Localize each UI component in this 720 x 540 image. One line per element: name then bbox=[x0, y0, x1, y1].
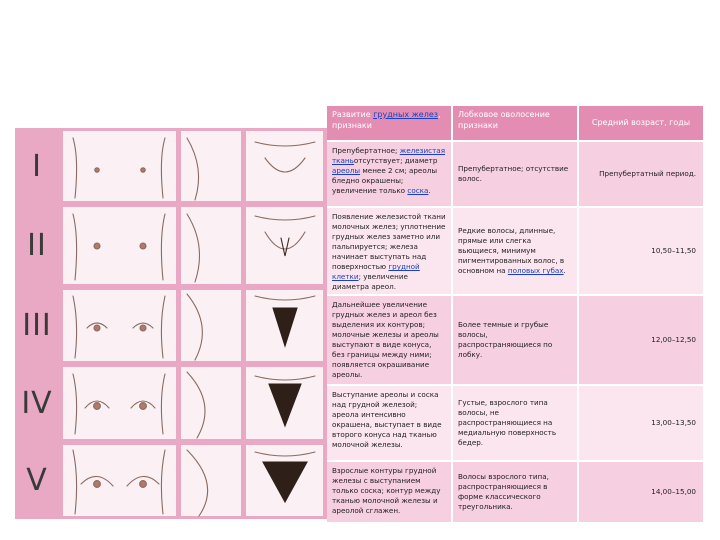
stage-numeral: I bbox=[32, 148, 42, 184]
text-run: Выступание ареолы и соска над грудной железой; ареола интенсивно окрашена, выступает в виде второго конуса над тканью молочной железы. bbox=[332, 390, 442, 449]
term-link[interactable]: половых губах bbox=[507, 266, 564, 275]
average-age-cell: 12,00–12,50 bbox=[579, 296, 703, 384]
header-text: Развитие bbox=[332, 110, 374, 119]
cell-text bbox=[332, 212, 446, 291]
table-row bbox=[327, 208, 703, 294]
average-age-cell: Препубертатный период. bbox=[579, 142, 703, 206]
breast-signs-cell bbox=[327, 208, 451, 294]
cell-text bbox=[458, 226, 572, 276]
cell-text bbox=[332, 146, 445, 195]
cell-text bbox=[458, 164, 572, 184]
cell-text bbox=[332, 300, 439, 379]
table-row bbox=[327, 462, 703, 522]
text-run: Густые, взрослого типа волосы, не распространяющиеся на медиальную поверхность бедер. bbox=[458, 398, 557, 447]
text-run: Взрослые контуры грудной железы с выступанием только соска; контур между тканью молочной железы и ареолой сглажен. bbox=[332, 466, 441, 515]
table-header-row bbox=[327, 106, 703, 140]
header-average-age: Средний возраст, годы bbox=[579, 106, 703, 140]
stage-numeral: IV bbox=[21, 385, 53, 421]
breast-glands-link[interactable]: грудных желез bbox=[373, 110, 439, 119]
text-run: Появление железистой ткани молочных желез; уплотнение грудных желез заметно или пальпируется; железа начинает выступать над поверхностью bbox=[332, 212, 446, 271]
text-run: Препубертатное; отсутствие волос. bbox=[458, 164, 569, 183]
cell-text bbox=[332, 390, 442, 449]
pubic-signs-cell bbox=[453, 296, 577, 384]
text-run: Редкие волосы, длинные, прямые или слегка вьющиеся, минимум пигментированных волос, в основном на bbox=[458, 226, 565, 275]
average-age-cell: 10,50–11,50 bbox=[579, 208, 703, 294]
table-row bbox=[327, 386, 703, 460]
table-row bbox=[327, 142, 703, 206]
header-pubic-hair: Лобковое оволосение признаки bbox=[453, 106, 577, 140]
breast-signs-cell bbox=[327, 142, 451, 206]
tanner-stage-illustrations bbox=[15, 128, 327, 519]
term-link[interactable]: грудной клетки bbox=[332, 262, 420, 281]
text-run: . bbox=[563, 266, 566, 275]
stage-numeral: III bbox=[22, 308, 52, 343]
cell-text bbox=[332, 466, 440, 515]
header-breast-development bbox=[327, 106, 451, 140]
text-run: отсутствует; диаметр bbox=[353, 156, 438, 165]
text-run: Волосы взрослого типа, распространяющиеся в форме классического треугольника. bbox=[458, 472, 549, 511]
text-run: . bbox=[428, 186, 431, 195]
text-run: Более темные и грубые волосы, распространяющиеся по лобку. bbox=[458, 320, 553, 359]
stage-numeral: V bbox=[26, 463, 48, 498]
stage-numeral: II bbox=[27, 228, 47, 263]
anatomy-sketches bbox=[15, 128, 327, 519]
table-row bbox=[327, 296, 703, 384]
cell-text bbox=[458, 472, 572, 512]
cell-text bbox=[458, 320, 572, 360]
breast-signs-cell bbox=[327, 296, 451, 384]
pubic-signs-cell bbox=[453, 142, 577, 206]
cell-text bbox=[458, 398, 572, 448]
text-run: менее 2 см; ареолы бледно окрашены; увеличение только bbox=[332, 166, 438, 195]
breast-signs-cell bbox=[327, 386, 451, 460]
term-link[interactable]: железистая ткань bbox=[332, 146, 446, 165]
pubic-signs-cell bbox=[453, 208, 577, 294]
average-age-cell: 14,00–15,00 bbox=[579, 462, 703, 522]
pubic-signs-cell bbox=[453, 386, 577, 460]
term-link[interactable]: соска bbox=[407, 186, 429, 195]
text-run: Препубертатное; bbox=[332, 146, 400, 155]
term-link[interactable]: ареолы bbox=[332, 166, 361, 175]
breast-signs-cell bbox=[327, 462, 451, 522]
header-text: , признаки bbox=[332, 110, 441, 130]
tanner-stages-table bbox=[327, 106, 703, 521]
text-run: ; увеличение диаметра ареол. bbox=[332, 272, 408, 291]
average-age-cell: 13,00–13,50 bbox=[579, 386, 703, 460]
pubic-signs-cell bbox=[453, 462, 577, 522]
text-run: Дальнейшее увеличение грудных желез и ареол без выделения их контуров; молочные железы и ареолы выступают в виде конуса, без границы между ними; появляется окрашивание ареолы. bbox=[332, 300, 439, 379]
